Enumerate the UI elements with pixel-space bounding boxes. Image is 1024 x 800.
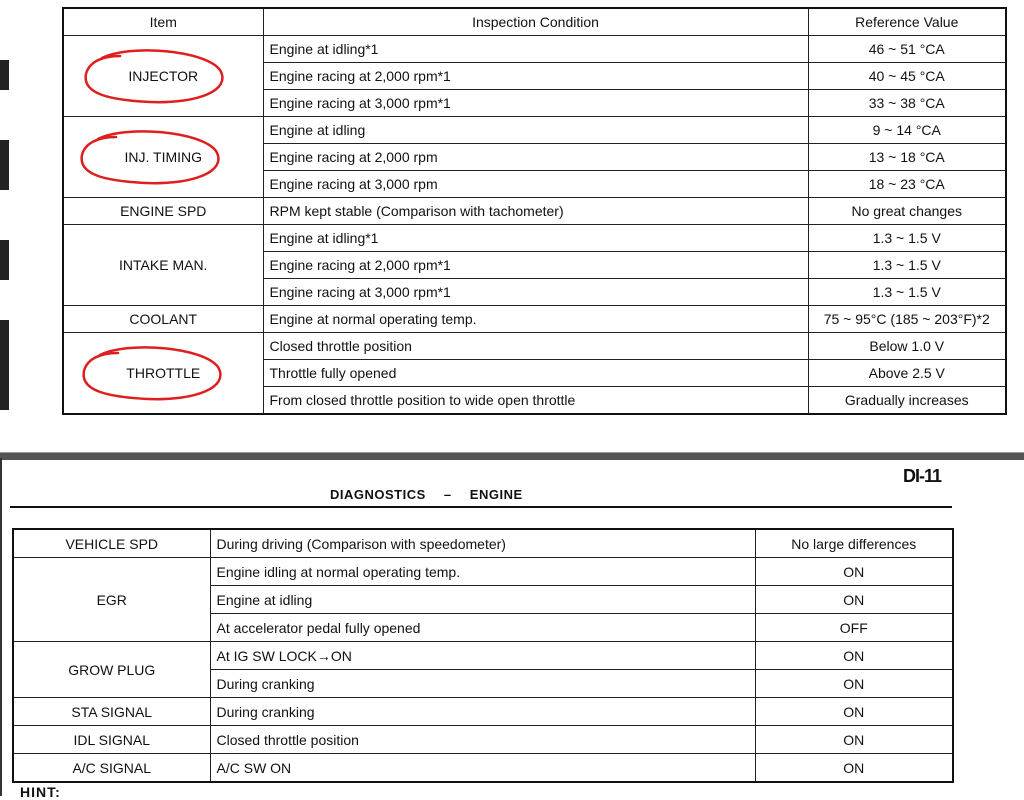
table-row xyxy=(63,117,1006,144)
table-row xyxy=(63,225,1006,252)
inspection-table-top xyxy=(62,7,1007,415)
condition-cell: At accelerator pedal fully opened xyxy=(210,614,755,642)
header-item: Item xyxy=(63,8,263,36)
item-cell-a-c-signal xyxy=(13,754,210,783)
reference-value-cell: Below 1.0 V xyxy=(808,333,1006,360)
item-cell-grow-plug xyxy=(13,642,210,698)
item-cell-sta-signal xyxy=(13,698,210,726)
red-ring-annotation xyxy=(116,149,210,165)
item-label: INJ. TIMING xyxy=(124,149,203,165)
reference-value-cell: Above 2.5 V xyxy=(808,360,1006,387)
condition-cell: During cranking xyxy=(210,670,755,698)
condition-cell: Engine racing at 2,000 rpm*1 xyxy=(263,63,808,90)
reference-value-cell: ON xyxy=(755,558,953,586)
running-head-section: ENGINE xyxy=(469,487,523,502)
page-edge xyxy=(0,458,2,796)
condition-cell: Closed throttle position xyxy=(263,333,808,360)
table-row xyxy=(63,306,1006,333)
item-label: COOLANT xyxy=(129,311,198,327)
reference-value-cell: ON xyxy=(755,642,953,670)
reference-value-cell: ON xyxy=(755,586,953,614)
condition-cell: During driving (Comparison with speedometer) xyxy=(210,529,755,558)
condition-cell: Engine at idling*1 xyxy=(263,36,808,63)
reference-value-cell: 46 ~ 51 °CA xyxy=(808,36,1006,63)
page-code: DI-11 xyxy=(903,466,942,486)
item-label: GROW PLUG xyxy=(68,661,156,678)
inspection-table-bottom xyxy=(12,528,954,783)
table-row xyxy=(13,558,953,586)
table-row xyxy=(63,198,1006,225)
item-cell-intake-man xyxy=(63,225,263,306)
condition-cell: Engine at normal operating temp. xyxy=(263,306,808,333)
reference-value-cell: 9 ~ 14 °CA xyxy=(808,117,1006,144)
condition-cell: Engine racing at 3,000 rpm*1 xyxy=(263,279,808,306)
item-cell-idl-signal xyxy=(13,726,210,754)
table-header-row xyxy=(63,8,1006,36)
reference-value-cell: 13 ~ 18 °CA xyxy=(808,144,1006,171)
running-head-dash: – xyxy=(443,487,452,502)
item-cell-vehicle-spd xyxy=(13,529,210,558)
red-ring-annotation xyxy=(118,365,208,381)
table-row xyxy=(13,698,953,726)
condition-cell: Engine at idling xyxy=(263,117,808,144)
header-condition: Inspection Condition xyxy=(263,8,808,36)
red-ring-annotation xyxy=(120,68,206,84)
condition-cell: Closed throttle position xyxy=(210,726,755,754)
table-row xyxy=(63,36,1006,63)
condition-cell: Engine racing at 2,000 rpm*1 xyxy=(263,252,808,279)
item-cell-injector xyxy=(63,36,263,117)
item-label: EGR xyxy=(96,591,127,608)
header-rule xyxy=(10,506,952,508)
reference-value-cell: OFF xyxy=(755,614,953,642)
condition-cell: Engine at idling*1 xyxy=(263,225,808,252)
condition-cell: Engine racing at 3,000 rpm xyxy=(263,171,808,198)
hint-label: HINT: xyxy=(20,784,61,800)
item-cell-coolant xyxy=(63,306,263,333)
condition-cell: Engine racing at 2,000 rpm xyxy=(263,144,808,171)
table-row xyxy=(13,726,953,754)
scan-edge-marks xyxy=(0,40,12,440)
table-row xyxy=(13,642,953,670)
reference-value-cell: 75 ~ 95°C (185 ~ 203°F)*2 xyxy=(808,306,1006,333)
running-head-title: DIAGNOSTICS xyxy=(330,487,426,502)
reference-value-cell: 33 ~ 38 °CA xyxy=(808,90,1006,117)
condition-cell: During cranking xyxy=(210,698,755,726)
header-reference-value: Reference Value xyxy=(808,8,1006,36)
page-divider xyxy=(0,452,1024,460)
condition-cell: RPM kept stable (Comparison with tachometer) xyxy=(263,198,808,225)
table-row xyxy=(13,529,953,558)
reference-value-cell: 40 ~ 45 °CA xyxy=(808,63,1006,90)
condition-cell: Engine racing at 3,000 rpm*1 xyxy=(263,90,808,117)
reference-value-cell: 18 ~ 23 °CA xyxy=(808,171,1006,198)
running-head xyxy=(330,487,590,502)
reference-value-cell: No large differences xyxy=(755,529,953,558)
item-cell-inj-timing xyxy=(63,117,263,198)
condition-cell: A/C SW ON xyxy=(210,754,755,783)
table-row xyxy=(63,333,1006,360)
item-label: INTAKE MAN. xyxy=(119,257,208,273)
reference-value-cell: 1.3 ~ 1.5 V xyxy=(808,225,1006,252)
reference-value-cell: ON xyxy=(755,754,953,783)
item-label: INJECTOR xyxy=(128,68,199,84)
reference-value-cell: 1.3 ~ 1.5 V xyxy=(808,252,1006,279)
item-label: ENGINE SPD xyxy=(120,203,207,219)
condition-cell: Throttle fully opened xyxy=(263,360,808,387)
reference-value-cell: ON xyxy=(755,670,953,698)
reference-value-cell: ON xyxy=(755,726,953,754)
item-cell-engine-spd xyxy=(63,198,263,225)
item-label: STA SIGNAL xyxy=(71,703,153,720)
condition-cell: Engine at idling xyxy=(210,586,755,614)
item-label: THROTTLE xyxy=(126,365,201,381)
table-row xyxy=(13,754,953,783)
condition-cell: Engine idling at normal operating temp. xyxy=(210,558,755,586)
condition-cell: At IG SW LOCK→ON xyxy=(210,642,755,670)
condition-cell: From closed throttle position to wide open throttle xyxy=(263,387,808,415)
reference-value-cell: No great changes xyxy=(808,198,1006,225)
item-label: IDL SIGNAL xyxy=(73,731,150,748)
reference-value-cell: ON xyxy=(755,698,953,726)
item-cell-egr xyxy=(13,558,210,642)
reference-value-cell: 1.3 ~ 1.5 V xyxy=(808,279,1006,306)
item-label: A/C SIGNAL xyxy=(72,759,152,776)
reference-value-cell: Gradually increases xyxy=(808,387,1006,415)
item-label: VEHICLE SPD xyxy=(65,535,159,552)
item-cell-throttle xyxy=(63,333,263,415)
